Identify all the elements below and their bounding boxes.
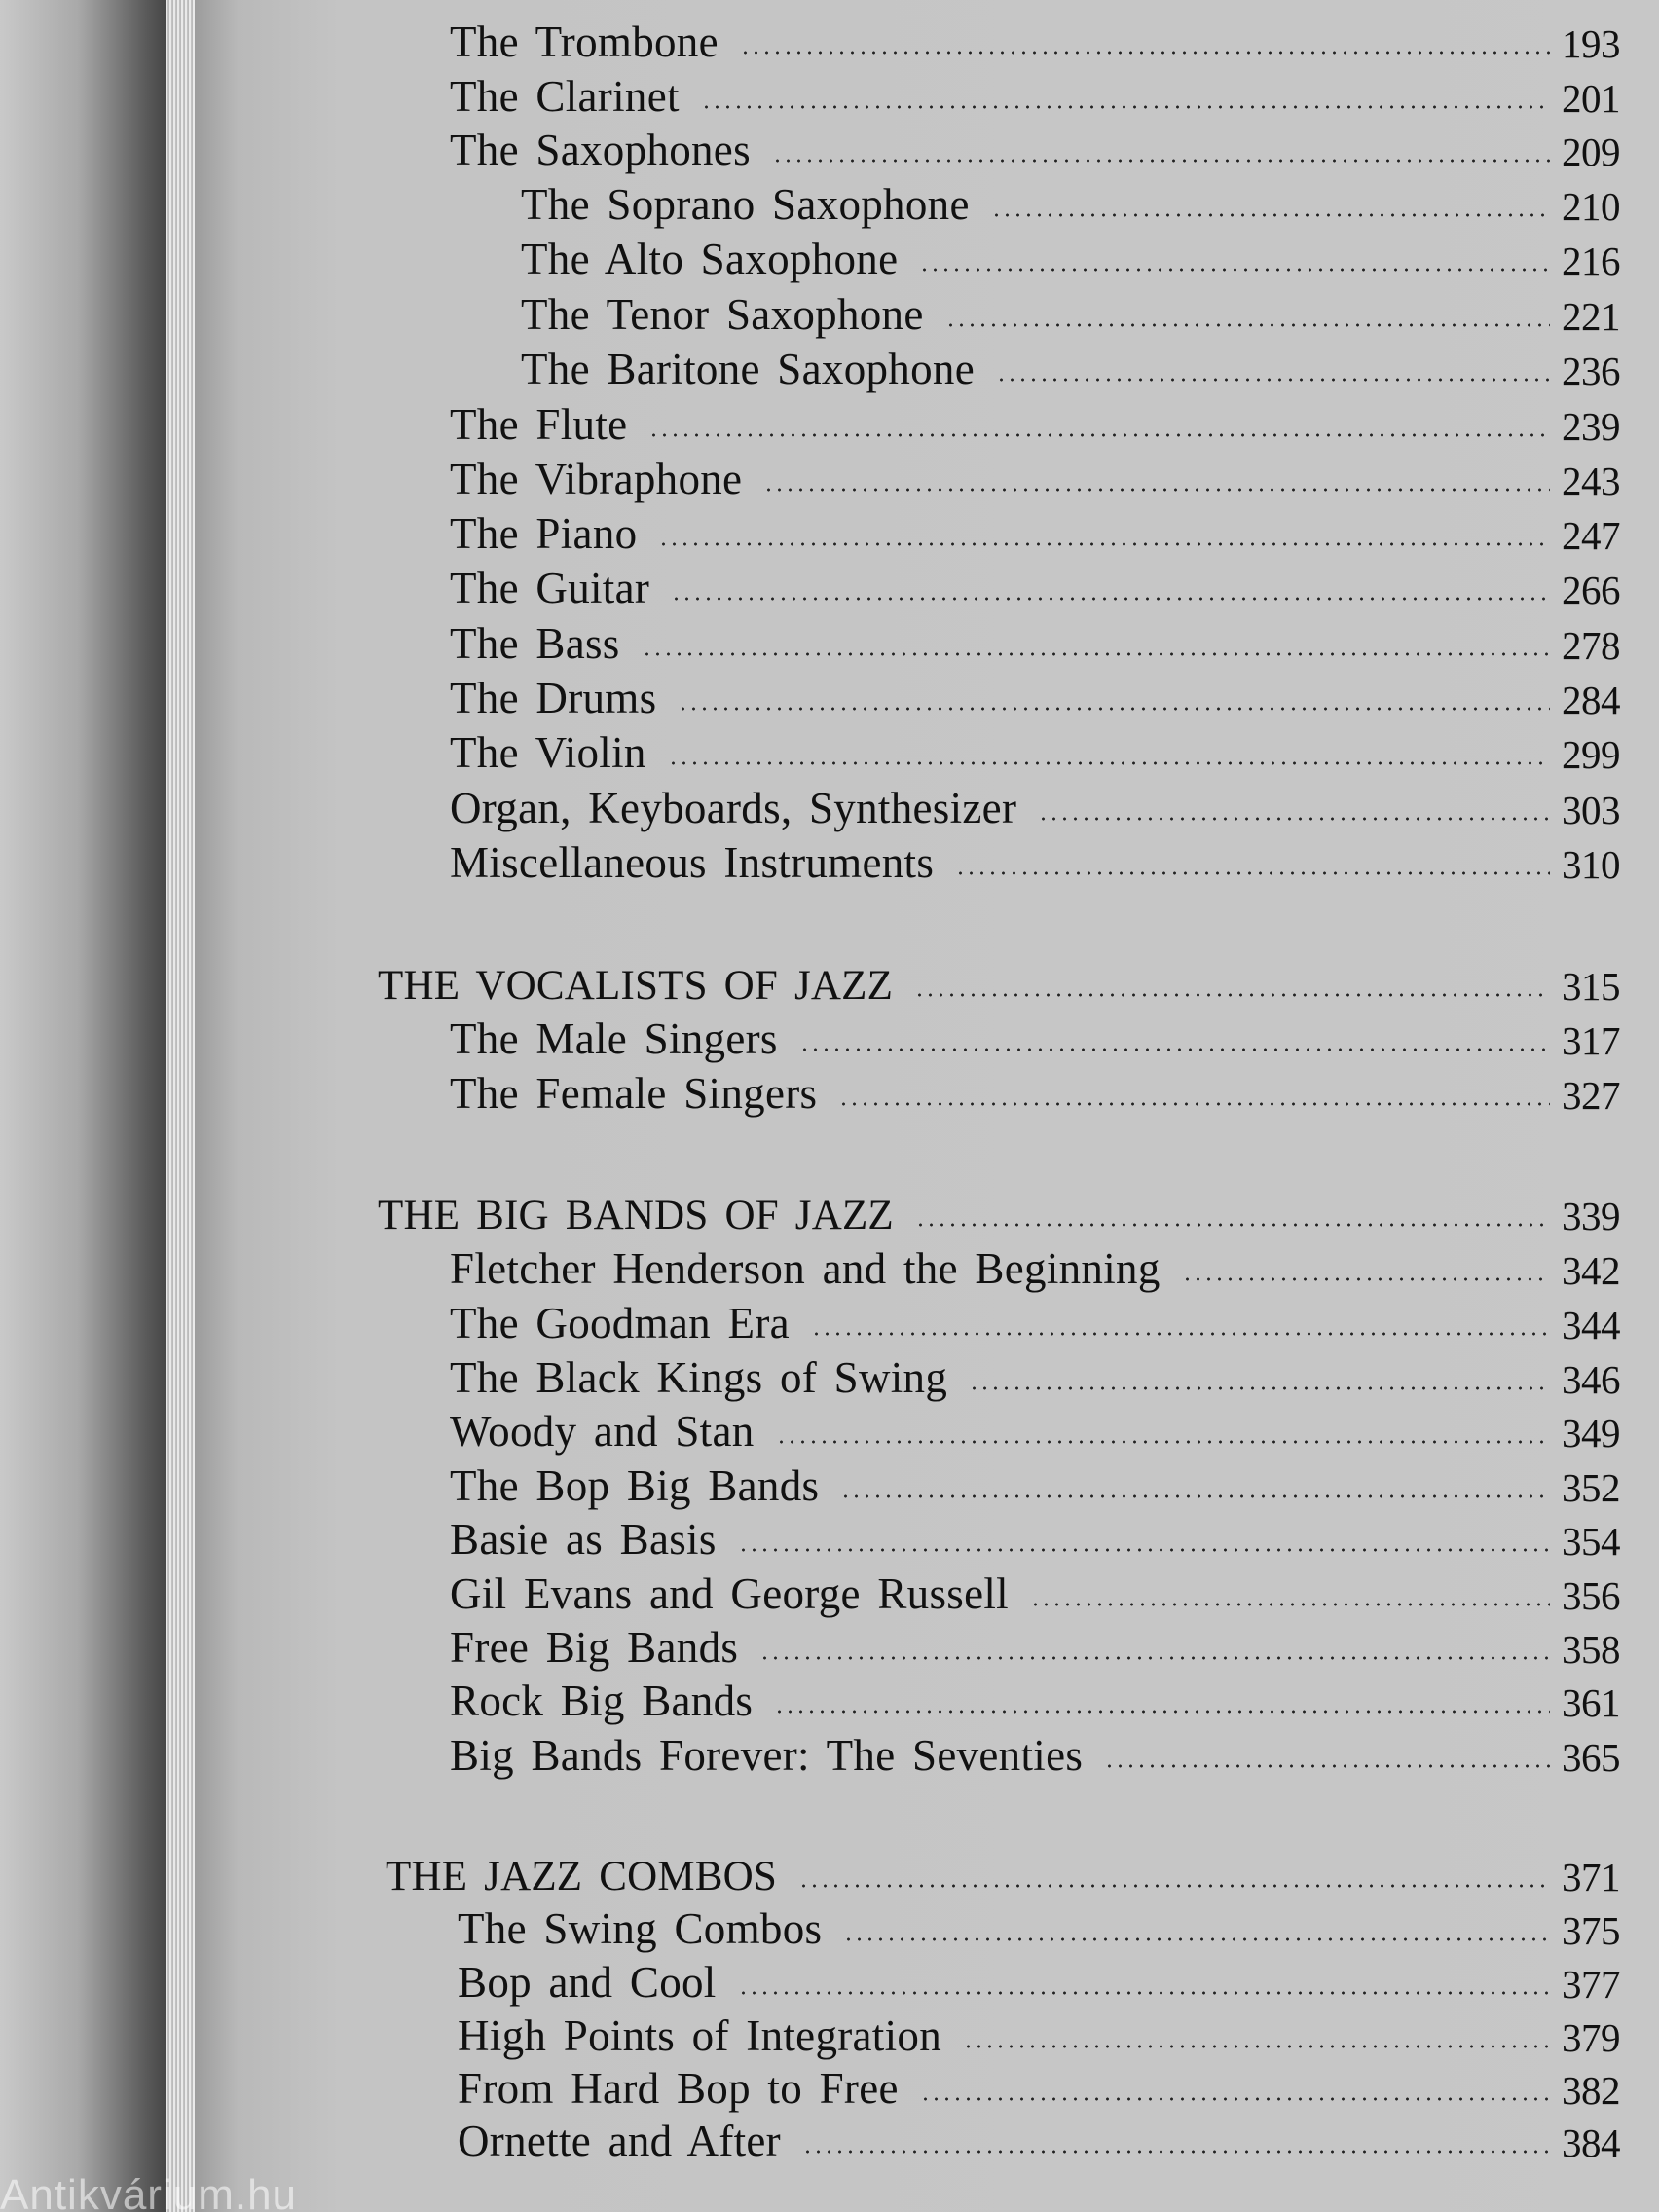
toc-section-title: THE VOCALISTS OF JAZZ [378, 963, 894, 1009]
toc-entry-title: Basie as Basis [450, 1515, 717, 1564]
dot-leader [919, 268, 1550, 272]
dot-leader [920, 2097, 1550, 2101]
dot-leader [969, 1386, 1550, 1390]
toc-entry [195, 447, 1620, 501]
toc-entry-title: The Bass [450, 619, 620, 668]
watermark: Antikvárium.hu [0, 2171, 298, 2212]
dot-leader [1030, 1603, 1550, 1606]
toc-entry-page: 315 [1562, 964, 1620, 1009]
dot-leader [945, 323, 1550, 327]
toc-entry [195, 118, 1620, 172]
toc-entry-title: The Guitar [450, 564, 650, 612]
toc-entry-page: 221 [1562, 294, 1620, 339]
toc-entry-page: 236 [1562, 349, 1620, 393]
toc-entry [195, 1061, 1620, 1116]
dot-leader [668, 761, 1550, 765]
toc-entry [195, 2056, 1620, 2111]
toc-entry-page: 327 [1562, 1073, 1620, 1118]
toc-entry [195, 1615, 1620, 1670]
toc-entry-page: 216 [1562, 239, 1620, 283]
dot-leader [1182, 1277, 1550, 1281]
toc-entry [195, 1454, 1620, 1508]
toc-entry [195, 1291, 1620, 1346]
toc-entry [195, 1562, 1620, 1616]
dot-leader [914, 993, 1550, 997]
dot-leader [648, 433, 1550, 437]
toc-entry [195, 1950, 1620, 2005]
toc-entry-page: 352 [1562, 1465, 1620, 1510]
toc-entry [195, 1236, 1620, 1291]
toc-entry-title: The Violin [450, 728, 646, 777]
dot-leader [1038, 817, 1550, 821]
dot-leader [759, 1656, 1550, 1660]
toc-entry-page: 278 [1562, 623, 1620, 668]
toc-entry-page: 210 [1562, 184, 1620, 229]
toc-entry-page: 384 [1562, 2120, 1620, 2165]
toc-entry-page: 356 [1562, 1573, 1620, 1618]
book-page [195, 0, 1659, 2212]
toc-entry-page: 377 [1562, 1962, 1620, 2007]
dot-leader [738, 1548, 1550, 1552]
toc-entry-title: From Hard Bop to Free [458, 2064, 899, 2113]
toc-entry-title: The Flute [450, 400, 628, 449]
dot-leader [678, 707, 1550, 711]
dot-leader [772, 159, 1550, 163]
table-of-contents [195, 0, 1659, 2212]
toc-entry [195, 611, 1620, 666]
toc-entry-page: 382 [1562, 2068, 1620, 2113]
toc-entry-page: 365 [1562, 1735, 1620, 1780]
toc-entry [195, 1507, 1620, 1562]
dot-leader [798, 1884, 1550, 1888]
dot-leader [991, 213, 1550, 217]
toc-entry-page: 303 [1562, 788, 1620, 832]
toc-entry [195, 1669, 1620, 1723]
dot-leader [763, 488, 1550, 492]
toc-entry [195, 830, 1620, 885]
toc-entry-page: 344 [1562, 1303, 1620, 1347]
toc-entry-page: 209 [1562, 129, 1620, 174]
toc-entry-page: 310 [1562, 842, 1620, 887]
toc-entry-title: The Clarinet [450, 72, 680, 121]
toc-entry-title: The Trombone [450, 18, 719, 66]
toc-entry-title: Organ, Keyboards, Synthesizer [450, 784, 1017, 832]
toc-entry-page: 379 [1562, 2015, 1620, 2060]
toc-entry-page: 317 [1562, 1018, 1620, 1063]
dot-leader [776, 1440, 1550, 1444]
toc-entry [195, 556, 1620, 610]
toc-entry-title: The Alto Saxophone [521, 235, 899, 283]
page-edges [166, 0, 195, 2212]
toc-entry-title: The Black Kings of Swing [450, 1353, 948, 1402]
toc-entry [195, 2109, 1620, 2163]
toc-entry-title: The Swing Combos [458, 1904, 823, 1953]
toc-entry-page: 375 [1562, 1908, 1620, 1953]
dot-leader [658, 542, 1550, 546]
dot-leader [915, 1223, 1550, 1227]
toc-entry-title: The Drums [450, 674, 657, 722]
toc-section-title: THE BIG BANDS OF JAZZ [378, 1193, 894, 1238]
dot-leader [642, 652, 1550, 656]
toc-entry [195, 2004, 1620, 2058]
toc-entry-title: Big Bands Forever: The Seventies [450, 1731, 1084, 1780]
toc-section-heading [195, 952, 1620, 1007]
toc-entry-title: The Baritone Saxophone [521, 345, 975, 393]
toc-entry-title: Bop and Cool [458, 1958, 717, 2007]
toc-entry-page: 299 [1562, 732, 1620, 777]
toc-entry-title: The Tenor Saxophone [521, 290, 924, 339]
toc-entry-title: The Soprano Saxophone [521, 180, 970, 229]
toc-entry-title: Ornette and After [458, 2117, 781, 2165]
toc-entry [195, 64, 1620, 119]
toc-entry-title: The Female Singers [450, 1069, 818, 1118]
toc-entry-page: 247 [1562, 513, 1620, 558]
toc-entry-title: The Goodman Era [450, 1299, 790, 1347]
toc-entry-page: 358 [1562, 1627, 1620, 1672]
dot-leader [738, 1991, 1550, 1995]
toc-entry [195, 1346, 1620, 1400]
toc-entry-page: 243 [1562, 459, 1620, 503]
toc-entry [195, 392, 1620, 447]
toc-entry [195, 501, 1620, 556]
toc-entry [195, 720, 1620, 775]
toc-entry-title: Miscellaneous Instruments [450, 838, 935, 887]
toc-section-title: THE JAZZ COMBOS [386, 1854, 778, 1899]
dot-leader [843, 1937, 1550, 1941]
toc-entry [195, 227, 1620, 281]
dot-leader [740, 51, 1550, 55]
dot-leader [671, 597, 1550, 601]
toc-entry [195, 1399, 1620, 1454]
toc-entry [195, 666, 1620, 720]
toc-entry [195, 10, 1620, 64]
dot-leader [840, 1494, 1550, 1498]
dot-leader [838, 1102, 1550, 1106]
dot-leader [996, 378, 1550, 382]
dot-leader [1104, 1764, 1550, 1768]
toc-entry-title: High Points of Integration [458, 2011, 942, 2060]
toc-entry-title: Fletcher Henderson and the Beginning [450, 1244, 1161, 1293]
dot-leader [811, 1332, 1550, 1336]
toc-entry [195, 776, 1620, 830]
dot-leader [774, 1710, 1550, 1714]
toc-entry-title: The Vibraphone [450, 455, 743, 503]
dot-leader [799, 1048, 1550, 1051]
dot-leader [963, 2045, 1550, 2048]
toc-entry [195, 1723, 1620, 1778]
toc-entry-page: 354 [1562, 1519, 1620, 1564]
toc-entry-page: 339 [1562, 1194, 1620, 1238]
toc-entry [195, 172, 1620, 227]
toc-entry-page: 371 [1562, 1855, 1620, 1899]
toc-entry-page: 346 [1562, 1357, 1620, 1402]
dot-leader [802, 2150, 1550, 2154]
toc-entry-title: Woody and Stan [450, 1407, 755, 1456]
toc-entry-title: Free Big Bands [450, 1623, 739, 1672]
toc-entry-page: 266 [1562, 568, 1620, 612]
toc-entry-page: 361 [1562, 1680, 1620, 1725]
toc-entry [195, 1897, 1620, 1951]
toc-section-heading [195, 1182, 1620, 1236]
toc-entry-title: Gil Evans and George Russell [450, 1569, 1009, 1618]
toc-entry [195, 282, 1620, 337]
dot-leader [955, 871, 1550, 875]
toc-entry-page: 349 [1562, 1411, 1620, 1456]
toc-entry-page: 193 [1562, 21, 1620, 66]
toc-entry-title: Rock Big Bands [450, 1677, 754, 1725]
toc-entry-title: The Bop Big Bands [450, 1461, 820, 1510]
toc-entry-page: 342 [1562, 1248, 1620, 1293]
toc-entry-title: The Male Singers [450, 1014, 778, 1063]
toc-entry-page: 284 [1562, 678, 1620, 722]
toc-entry [195, 1007, 1620, 1061]
toc-entry [195, 337, 1620, 391]
toc-entry-title: The Piano [450, 509, 638, 558]
toc-entry-page: 239 [1562, 404, 1620, 449]
toc-section-heading [195, 1843, 1620, 1898]
toc-entry-title: The Saxophones [450, 126, 751, 174]
dot-leader [701, 105, 1550, 109]
toc-entry-page: 201 [1562, 76, 1620, 121]
